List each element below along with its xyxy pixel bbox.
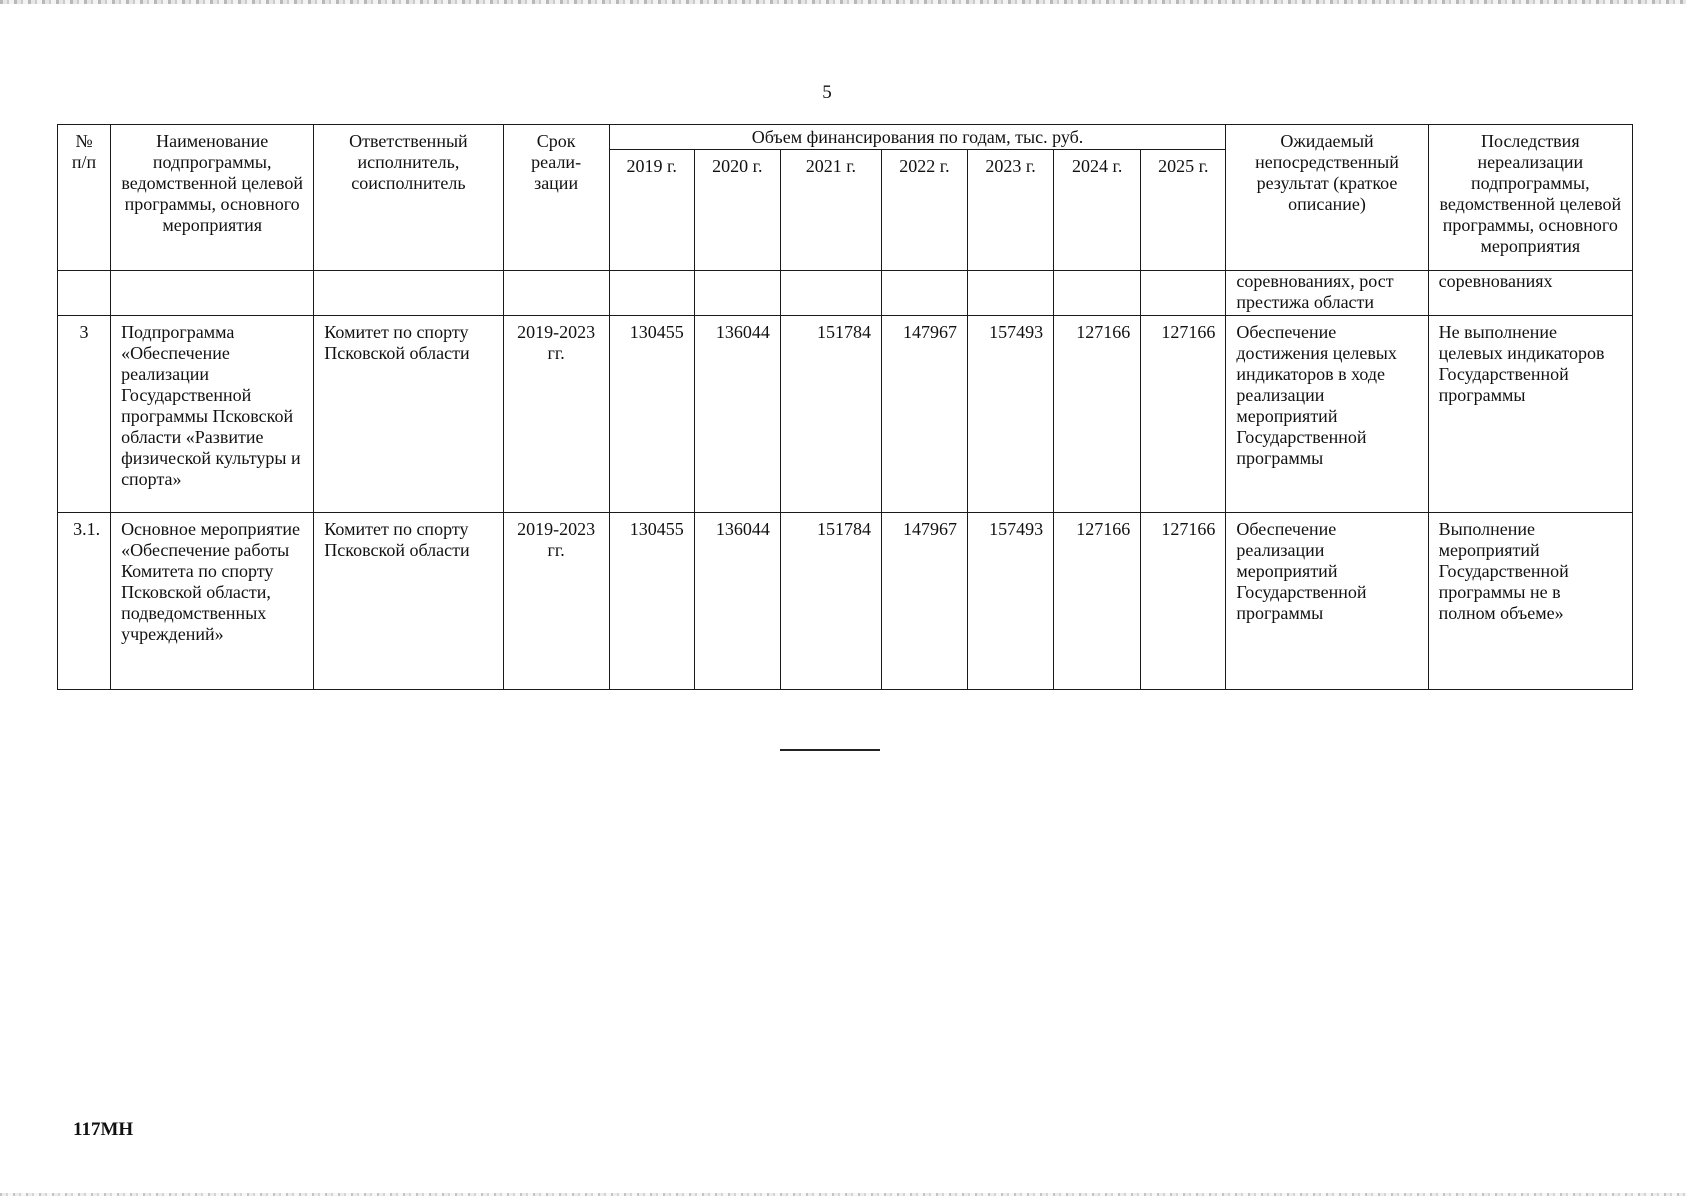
table-cell — [609, 271, 694, 316]
header-result: Ожидаемый непосредственный результат (краткое описание) — [1226, 125, 1428, 271]
row-value-2025: 127166 — [1141, 316, 1226, 513]
header-year-2025: 2025 г. — [1141, 150, 1226, 271]
table-row — [58, 316, 1633, 513]
header-year-2021: 2021 г. — [780, 150, 881, 271]
row-consequences-cell: Не выполнение целевых индикаторов Государственной программы — [1428, 316, 1632, 513]
continuation-row — [58, 271, 1633, 316]
header-year-2024: 2024 г. — [1054, 150, 1141, 271]
end-divider-line — [780, 749, 880, 751]
row-responsible-cell: Комитет по спорту Псковской области — [314, 513, 503, 690]
header-num: № п/п — [58, 125, 111, 271]
table-cell — [503, 271, 609, 316]
row-value-2022: 147967 — [881, 316, 967, 513]
row-value-2021: 151784 — [780, 316, 881, 513]
row-value-2023: 157493 — [968, 316, 1054, 513]
row-value-2019: 130455 — [609, 513, 694, 690]
row-name-cell: Основное мероприятие «Обеспечение работы Комитета по спорту Псковской области, подведомственных учреждений» — [111, 513, 314, 690]
row-value-2022: 147967 — [881, 513, 967, 690]
row-responsible-cell: Комитет по спорту Псковской области — [314, 316, 503, 513]
header-year-2020: 2020 г. — [694, 150, 780, 271]
table-cell — [780, 271, 881, 316]
table-cell — [111, 271, 314, 316]
row-result-cell: Обеспечение реализации мероприятий Государственной программы — [1226, 513, 1428, 690]
program-table — [57, 124, 1633, 690]
row-num-cell: 3.1. — [58, 513, 111, 690]
header-responsible: Ответственный исполнитель, соисполнитель — [314, 125, 503, 271]
row-value-2023: 157493 — [968, 513, 1054, 690]
header-row-1 — [58, 125, 1633, 150]
header-name: Наименование подпрограммы, ведомственной целевой программы, основного мероприятия — [111, 125, 314, 271]
footer-code: 117МН — [73, 1119, 134, 1140]
row-term-cell: 2019-2023 гг. — [503, 316, 609, 513]
table-cell — [314, 271, 503, 316]
continuation-consequences-cell: соревнованиях — [1428, 271, 1632, 316]
scan-edge-top — [0, 0, 1686, 4]
row-result-cell: Обеспечение достижения целевых индикаторов в ходе реализации мероприятий Государственной программы — [1226, 316, 1428, 513]
table-cell — [58, 271, 111, 316]
table-cell — [968, 271, 1054, 316]
row-consequences-cell: Выполнение мероприятий Государственной программы не в полном объеме» — [1428, 513, 1632, 690]
row-term-cell: 2019-2023 гг. — [503, 513, 609, 690]
row-value-2025: 127166 — [1141, 513, 1226, 690]
scan-edge-bottom — [0, 1193, 1686, 1196]
page-number: 5 — [822, 82, 832, 103]
row-value-2019: 130455 — [609, 316, 694, 513]
row-value-2024: 127166 — [1054, 513, 1141, 690]
header-year-2022: 2022 г. — [881, 150, 967, 271]
table-cell — [1141, 271, 1226, 316]
table-row — [58, 513, 1633, 690]
row-value-2024: 127166 — [1054, 316, 1141, 513]
header-year-2019: 2019 г. — [609, 150, 694, 271]
table-cell — [1054, 271, 1141, 316]
row-name-cell: Подпрограмма «Обеспечение реализации Государственной программы Псковской области «Развитие физической культуры и спорта» — [111, 316, 314, 513]
row-num-cell: 3 — [58, 316, 111, 513]
table-cell — [694, 271, 780, 316]
row-value-2021: 151784 — [780, 513, 881, 690]
header-year-2023: 2023 г. — [968, 150, 1054, 271]
row-value-2020: 136044 — [694, 513, 780, 690]
header-consequences: Последствия нереализации подпрограммы, ведомственной целевой программы, основного мероприятия — [1428, 125, 1632, 271]
header-funding: Объем финансирования по годам, тыс. руб. — [609, 125, 1226, 150]
header-term: Срок реали-зации — [503, 125, 609, 271]
table-cell — [881, 271, 967, 316]
row-value-2020: 136044 — [694, 316, 780, 513]
continuation-result-cell: соревнованиях, рост престижа области — [1226, 271, 1428, 316]
